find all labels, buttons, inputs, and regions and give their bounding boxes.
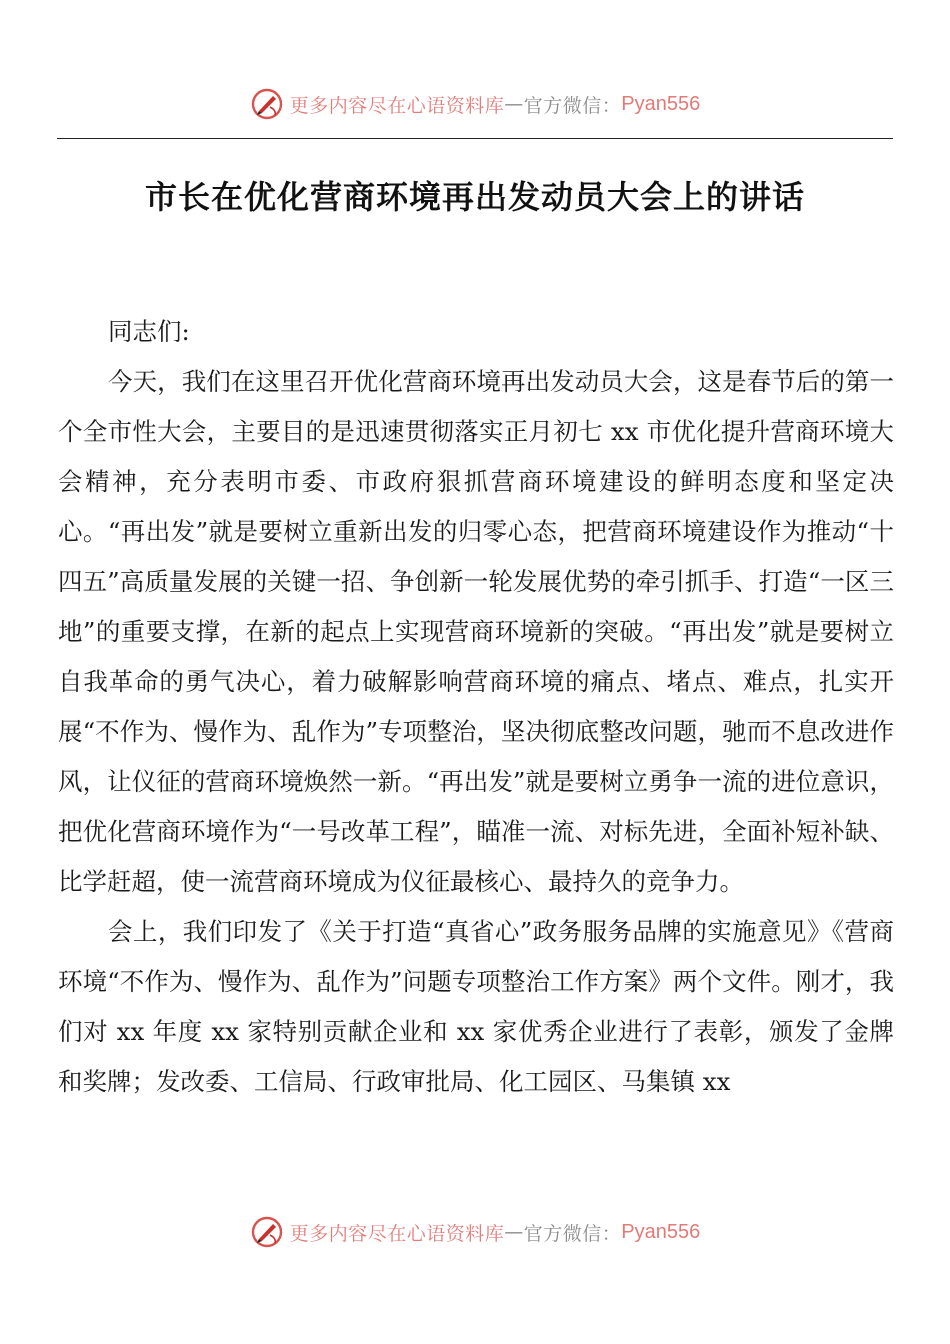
salutation: 同志们: [108,317,190,346]
banner-brand: 更多内容尽在心语资料库 [289,1222,505,1245]
document-title: 市长在优化营商环境再出发动员大会上的讲话 [144,178,805,216]
footer-banner [0,1212,950,1252]
pen-logo-icon [250,87,284,121]
banner-account-id: Pyan556 [621,92,701,115]
banner-account-id: Pyan556 [621,1220,701,1243]
pen-logo-icon [250,1215,284,1249]
body-paragraph: 会上，我们印发了《关于打造“真省心”政务服务品牌的实施意见》《营商环境“不作为、慢作为、乱作为”问题专项整治工作方案》两个文件。刚才，我们对 xx 年度 xx 家特别贡献企业和 xx 家优秀企业进行了表彰，颁发了金牌和奖牌；发改委、工信局、行政审批局、化工园区、马集镇 xx [58,917,894,1096]
body-paragraph: 今天，我们在这里召开优化营商环境再出发动员大会，这是春节后的第一个全市性大会，主要目的是迅速贯彻落实正月初七 xx 市优化提升营商环境大会精神，充分表明市委、市政府狠抓营商环境建设的鲜明态度和坚定决心。“再出发”就是要树立重新出发的归零心态，把营商环境建设作为推动“十四五”高质量发展的关键一招、争创新一轮发展优势的牵引抓手、打造“一区三地”的重要支撑，在新的起点上实现营商环境新的突破。“再出发”就是要树立自我革命的勇气决心，着力破解影响营商环境的痛点、堵点、难点，扎实开展“不作为、慢作为、乱作为”专项整治，坚决彻底整改问题，驰而不息改进作风，让仪征的营商环境焕然一新。“再出发”就是要树立勇争一流的进位意识，把优化营商环境作为“一号改革工程”，瞄准一流、对标先进，全面补短补缺、比学赶超，使一流营商环境成为仪征最核心、最持久的竞争力。 [58,367,894,896]
banner-account-label: 官方微信： [523,1222,622,1245]
banner-brand: 更多内容尽在心语资料库 [289,94,505,117]
banner-account-label: 官方微信： [523,94,622,117]
header-banner [0,84,950,124]
document-body [58,307,894,1107]
banner-separator: — [504,1221,524,1243]
banner-separator: — [504,93,524,115]
header-rule [57,138,893,139]
